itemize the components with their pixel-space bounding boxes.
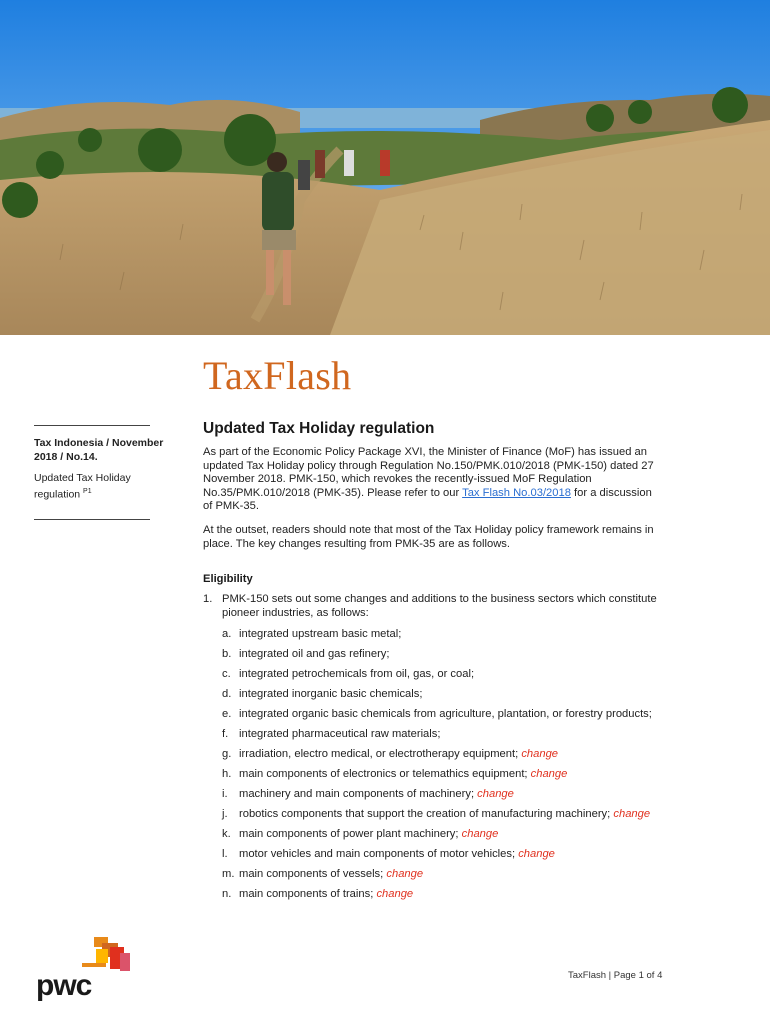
item-number: 1. <box>203 593 213 606</box>
list-item-letter: j. <box>222 808 228 821</box>
change-marker: change <box>518 848 555 861</box>
taxflash-title: TaxFlash <box>203 353 352 398</box>
list-item-body: main components of trains; <box>239 888 377 901</box>
list-item-text: integrated inorganic basic chemicals; <box>239 688 423 701</box>
article-headline: Updated Tax Holiday regulation <box>203 420 435 437</box>
item-text: PMK-150 sets out some changes and additions to the business sectors which constitute pioneer industries, as follows: <box>222 593 657 619</box>
hero-landscape-image <box>0 0 770 335</box>
list-item-text: integrated upstream basic metal; <box>239 628 402 641</box>
list-item-letter: f. <box>222 728 229 741</box>
list-item <box>222 668 663 682</box>
list-item-letter: g. <box>222 748 232 761</box>
list-item <box>222 628 663 642</box>
page-number: TaxFlash | Page 1 of 4 <box>568 970 663 981</box>
list-item <box>222 828 663 842</box>
list-item-text: integrated pharmaceutical raw materials; <box>239 728 441 741</box>
list-item-letter: n. <box>222 888 232 901</box>
list-item-letter: m. <box>222 868 235 881</box>
list-item <box>222 708 663 722</box>
list-item <box>222 768 663 782</box>
list-item <box>222 848 663 862</box>
list-item-text <box>239 888 663 902</box>
list-item-letter: c. <box>222 668 231 681</box>
list-item-body: main components of vessels; <box>239 868 387 881</box>
publication-info: Tax Indonesia / November 2018 / No.14. <box>34 437 164 463</box>
change-marker: change <box>461 828 499 841</box>
sidebar-divider-bottom <box>34 519 150 520</box>
change-marker: change <box>521 748 559 761</box>
list-item-letter: h. <box>222 768 232 781</box>
pwc-logo-text: pwc <box>36 969 92 1002</box>
change-marker: change <box>376 888 414 901</box>
list-item-letter: a. <box>222 628 232 641</box>
list-item <box>222 748 663 762</box>
list-item-letter: l. <box>222 848 228 861</box>
outset-paragraph: At the outset, readers should note that most of the Tax Holiday policy framework remains in place. The key changes resulting from PMK-35 are as follows. <box>203 523 654 550</box>
list-item-text <box>239 828 663 842</box>
list-item-text: integrated oil and gas refinery; <box>239 648 390 661</box>
list-item <box>222 868 663 882</box>
list-item <box>222 728 663 742</box>
change-marker: change <box>530 768 568 781</box>
list-item-text <box>239 848 663 862</box>
list-item-text <box>239 808 663 822</box>
list-item <box>222 788 663 802</box>
list-item-text: integrated petrochemicals from oil, gas, or coal; <box>239 668 475 681</box>
list-item <box>222 888 663 902</box>
list-item-body: robotics components that support the creation of manufacturing machinery; <box>239 808 614 821</box>
list-item <box>222 648 663 662</box>
change-marker: change <box>613 808 651 821</box>
pwc-logo <box>36 935 136 1005</box>
sidebar-topic <box>34 471 154 502</box>
list-item-body: motor vehicles and main components of motor vehicles; <box>239 848 519 861</box>
change-marker: change <box>477 788 514 801</box>
list-item-letter: i. <box>222 788 228 801</box>
sidebar-topic-ref: P1 <box>83 488 92 495</box>
list-item-letter: k. <box>222 828 231 841</box>
list-item-letter: d. <box>222 688 232 701</box>
intro-text: As part of the Economic Policy Package XVI, the Minister of Finance (MoF) has issued an updated Tax Holiday policy through Regulation No.150/PMK.010/2018 (PMK-150) dated 27 November 2018. PMK-150, which revokes the recently-issued MoF Regulation No.35/PMK.010/2018 (PMK-35). Please refer to our <box>203 446 654 499</box>
sidebar-topic-text: Updated Tax Holiday regulation <box>34 472 131 501</box>
list-item-body: main components of power plant machinery; <box>239 828 462 841</box>
list-item-body: machinery and main components of machinery; <box>239 788 478 801</box>
sidebar-divider-top <box>34 425 150 426</box>
taxflash-link[interactable]: Tax Flash No.03/2018 <box>462 486 571 499</box>
list-item-text <box>239 748 663 762</box>
list-item <box>222 688 663 702</box>
list-item-letter: e. <box>222 708 232 721</box>
hero-photo <box>0 0 770 335</box>
article-body <box>203 420 663 908</box>
list-item-text: integrated organic basic chemicals from agriculture, plantation, or forestry products; <box>239 708 652 721</box>
list-item-text <box>239 868 663 882</box>
eligibility-heading: Eligibility <box>203 573 253 586</box>
list-item <box>222 808 663 822</box>
numbered-item <box>203 593 663 620</box>
list-item-text <box>239 768 663 782</box>
list-item-text <box>239 788 663 802</box>
list-item-letter: b. <box>222 648 232 661</box>
pioneer-industries-list <box>222 628 663 901</box>
list-item-body: irradiation, electro medical, or electrotherapy equipment; <box>239 748 522 761</box>
list-item-body: main components of electronics or telemathics equipment; <box>239 768 531 781</box>
intro-text-end: for a discussion of PMK-35. <box>203 486 652 513</box>
change-marker: change <box>386 868 424 881</box>
intro-paragraph <box>203 446 663 514</box>
